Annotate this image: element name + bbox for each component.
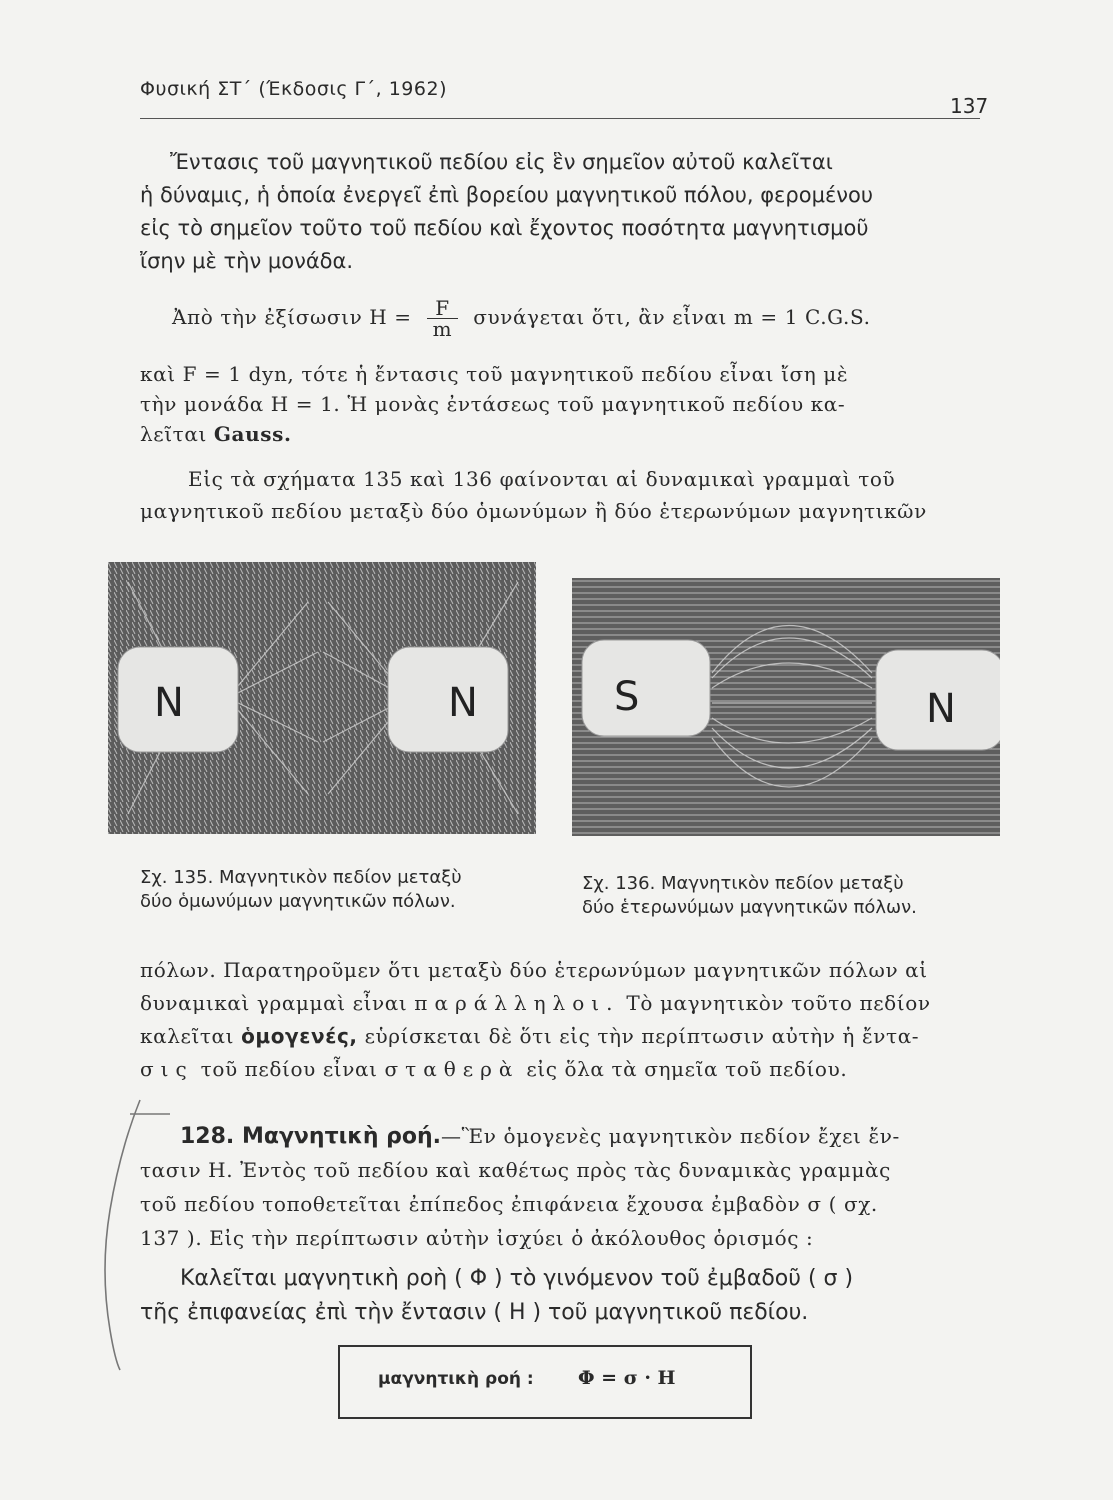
caption-line: Σχ. 135. Μαγνητικὸν πεδίον μεταξὺ: [140, 867, 462, 888]
figure-135-caption: [140, 866, 462, 914]
fraction-f-over-m: [427, 298, 459, 339]
figure-135-photo: [108, 562, 536, 834]
definition-line: τῆς ἐπιφανείας ἐπὶ τὴν ἔντασιν ( H ) τοῦ μαγνητικοῦ πεδίου.: [140, 1300, 809, 1325]
text-line: [140, 1057, 847, 1081]
text-line: ἡ δύναμις, ἡ ὁποία ἐνεργεῖ ἐπὶ βορείου μαγνητικοῦ πόλου, φερομένου: [140, 183, 874, 207]
pole-label-n: N: [154, 680, 184, 726]
equation-prefix: Ἀπὸ τὴν ἐξίσωσιν H =: [172, 305, 412, 329]
caption-line: δύο ὁμωνύμων μαγνητικῶν πόλων.: [140, 891, 456, 912]
text-line: τὴν μονάδα H = 1. Ἡ μονὰς ἐντάσεως τοῦ μαγνητικοῦ πεδίου κα-: [140, 392, 846, 416]
figure-136-caption: [582, 872, 917, 920]
text-line: καὶ F = 1 dyn, τότε ἡ ἔντασις τοῦ μαγνητικοῦ πεδίου εἶναι ἴση μὲ: [140, 362, 849, 386]
text-fragment: τοῦ πεδίου εἶναι: [193, 1057, 385, 1081]
formula-box: [338, 1345, 752, 1419]
fraction-numerator: F: [427, 298, 459, 319]
text-line: πόλων. Παρατηροῦμεν ὅτι μεταξὺ δύο ἑτερωνύμων μαγνητικῶν πόλων αἱ: [140, 958, 928, 982]
magnet-block: [582, 640, 710, 736]
definition-line: Καλεῖται μαγνητικὴ ροὴ ( Φ ) τὸ γινόμενον τοῦ ἐμβαδοῦ ( σ ): [180, 1266, 854, 1291]
formula-label: μαγνητικὴ ροή :: [378, 1369, 534, 1389]
caption-line: Σχ. 136. Μαγνητικὸν πεδίον μεταξὺ: [582, 873, 904, 894]
header-rule: [140, 118, 980, 119]
text-fragment: δυναμικαὶ γραμμαὶ εἶναι: [140, 991, 415, 1015]
text-fragment: εἰς ὅλα τὰ σημεῖα τοῦ πεδίου.: [519, 1057, 848, 1081]
emphasis-text: σις: [140, 1057, 194, 1081]
text-line: [180, 1124, 900, 1149]
pole-label-n: N: [926, 686, 956, 732]
page-number: 137: [950, 94, 989, 118]
pole-label-n: N: [448, 680, 478, 726]
text-line: Εἰς τὰ σχήματα 135 καὶ 136 φαίνονται αἱ δυναμικαὶ γραμμαὶ τοῦ: [188, 467, 896, 491]
text-line: 137 ). Εἰς τὴν περίπτωσιν αὐτὴν ἰσχύει ὁ ἀκόλουθος ὁρισμός :: [140, 1226, 814, 1250]
equation-suffix: συνάγεται ὅτι, ἂν εἶναι m = 1 C.G.S.: [473, 305, 871, 329]
text-fragment: —Ἓν ὁμογενὲς μαγνητικὸν πεδίον ἔχει ἔν-: [441, 1124, 900, 1148]
text-line: Ἔντασις τοῦ μαγνητικοῦ πεδίου εἰς ἓν σημεῖον αὐτοῦ καλεῖται: [170, 150, 833, 174]
fraction-denominator: m: [432, 317, 453, 341]
running-title: Φυσική ΣΤ΄ (Έκδοσις Γ΄, 1962): [140, 78, 447, 100]
text-line: τασιν H. Ἐντὸς τοῦ πεδίου καὶ καθέτως πρὸς τὰς δυναμικὰς γραμμὰς: [140, 1158, 891, 1182]
text-fragment: Τὸ μαγνητικὸν τοῦτο πεδίον: [619, 991, 931, 1015]
term-homogeneous: ὁμογενές,: [241, 1024, 358, 1048]
text-line: [140, 991, 931, 1015]
magnetic-flux-formula: Φ = σ · H: [578, 1367, 676, 1389]
text-line: [140, 1024, 919, 1048]
emphasis-constant: σταθερὰ: [384, 1057, 520, 1081]
text-fragment: εὑρίσκεται δὲ ὅτι εἰς τὴν περίπτωσιν αὐτὴν ἡ ἔντα-: [357, 1024, 920, 1048]
text-line: εἰς τὸ σημεῖον τοῦτο τοῦ πεδίου καὶ ἔχοντος ποσότητα μαγνητισμοῦ: [140, 216, 869, 240]
pole-label-s: S: [614, 674, 640, 720]
text-line: μαγνητικοῦ πεδίου μεταξὺ δύο ὁμωνύμων ἢ δύο ἑτερωνύμων μαγνητικῶν: [140, 499, 927, 523]
equation-line: [172, 298, 871, 339]
unit-gauss: Gauss.: [213, 422, 292, 446]
emphasis-parallel: παράλληλοι.: [414, 991, 620, 1015]
section-heading: 128. Μαγνητικὴ ροή.: [180, 1124, 442, 1149]
text-fragment: καλεῖται: [140, 1024, 242, 1048]
text-line: ἴσην μὲ τὴν μονάδα.: [140, 249, 354, 273]
text-line: τοῦ πεδίου τοποθετεῖται ἐπίπεδος ἐπιφάνεια ἔχουσα ἐμβαδὸν σ ( σχ.: [140, 1192, 878, 1216]
text-line: [140, 422, 292, 446]
caption-line: δύο ἑτερωνύμων μαγνητικῶν πόλων.: [582, 897, 917, 918]
figure-136-photo: [572, 578, 1000, 836]
text-fragment: λεῖται: [140, 422, 214, 446]
